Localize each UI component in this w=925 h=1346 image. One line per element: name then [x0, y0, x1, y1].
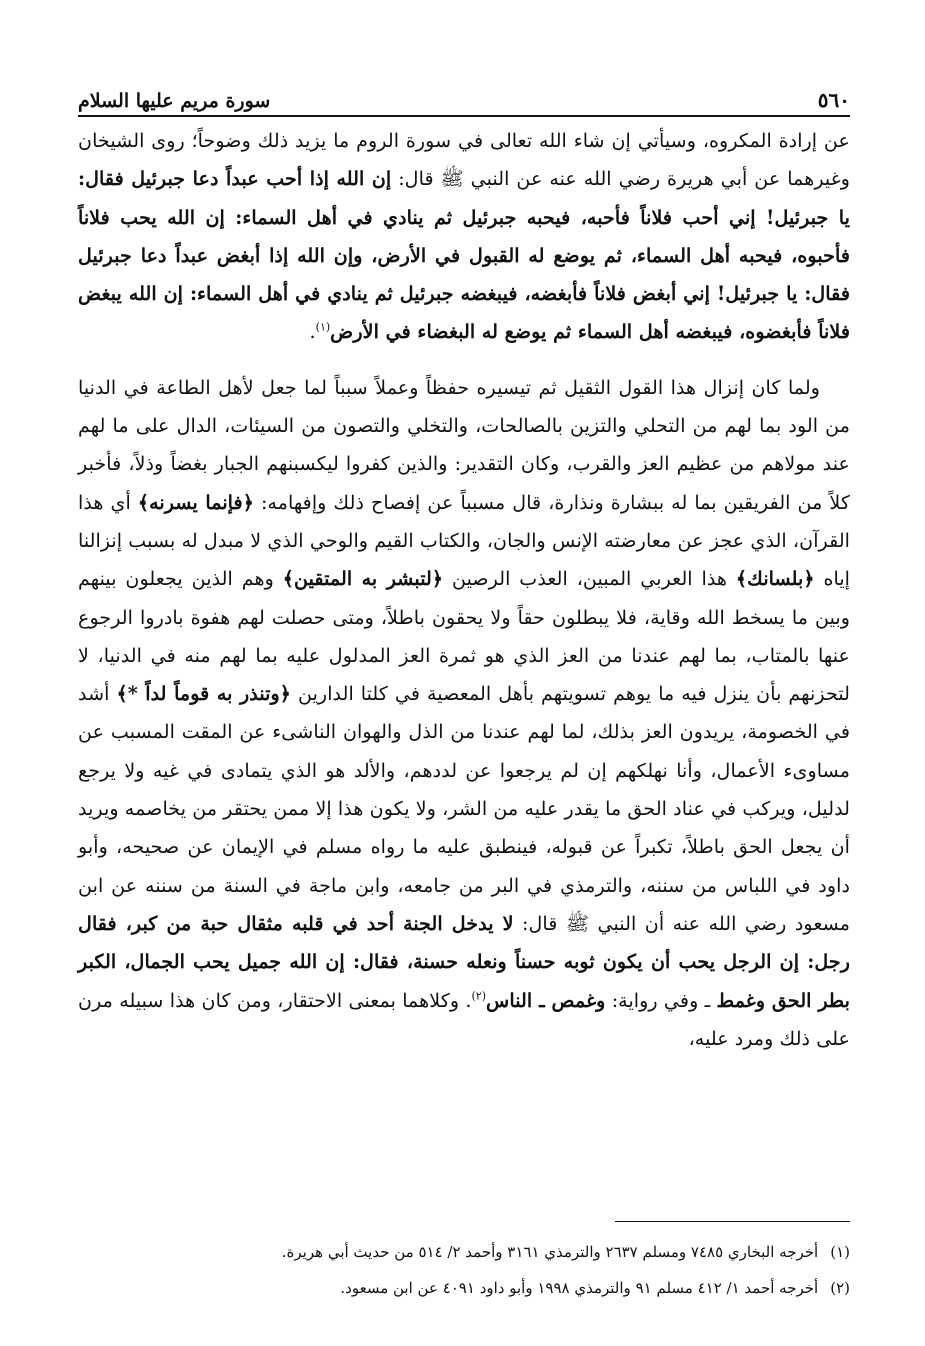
footnote-2 [78, 1270, 850, 1306]
text-run: ـ وفي رواية: [605, 988, 717, 1012]
text-run: أشد في الخصومة، يريدون العز بذلك، لما لهم عندنا من الذل والهوان الناشىء عن المقت المسبب عن مساوىء الأعمال، وأنا نهلكهم إن لم يرجعوا عن لددهم، والألد هو الذي يتمادى في غيه ولا يرجع لدليل، ويركب في عناد الحق ما يقدر عليه من الشر، ولا يكون هذا إلا ممن يحتقر من يخاصمه ويريد أن يجعل الحق باطلاً، تكبراً عن قبوله، فينطبق عليه ما رواه مسلم في الإيمان عن صحيحه، وأبو داود في اللباس من سننه، والترمذي في البر من جامعه، وابن ماجة في السنة من سننه عن ابن مسعود رضي الله عنه أن النبي ﷺ قال: [78, 682, 850, 935]
text-run: وهم الذين يجعلون بينهم وبين ما يسخط الله وقاية، فلا يبطلون حقاً ولا يحقون باطلاً، ومتى حصلت لهم هفوة بادروا الرجوع عنها بالمتاب، بما لهم عندنا من العز الذي هو ثمرة العز المدلول عليه بما لهم منه في الدنيا، لا لتحزنهم بأن ينزل فيه ما يوهم تسويتهم بأهل المعصية في كلتا الدارين [78, 567, 850, 706]
footnote-1 [78, 1234, 850, 1270]
footnote-text: أخرجه البخاري ٧٤٨٥ ومسلم ٢٦٣٧ والترمذي ٣١٦١ وأحمد ٢/ ٥١٤ من حديث أبي هريرة. [281, 1243, 819, 1261]
text-run: هذا العربي المبين، العذب الرصين [443, 567, 736, 591]
page-number: ٥٦٠ [817, 88, 850, 112]
main-text [78, 122, 850, 1058]
header-rule [78, 115, 850, 117]
quran-quote: ﴿وتنذر به قوماً لداً *﴾ [116, 682, 292, 706]
footnote-marker-1[interactable]: (١) [315, 321, 331, 335]
footnote-number: (١) [830, 1243, 850, 1261]
quran-quote: ﴿بلسانك﴾ [735, 567, 815, 591]
footnotes [78, 1234, 850, 1306]
text-run: ولما كان إنزال هذا القول الثقيل ثم تيسيره حفظاً وعملاً سبباً لما جعل لأهل الطاعة في الدنيا من الود بما لهم من التحلي والتزين بالصالحات، والتخلي والتصون من السيئات، الدال على ما لهم عند مولاهم من عظيم العز والقرب، وكان التقدير: والذين كفروا ليكسبنهم الجبار بغضاً وذلاً، فأخبر كلاً من الفريقين بما له ببشارة ونذارة، قال مسبباً عن إفصاح ذلك وإفهامه: [78, 375, 850, 514]
paragraph-1 [78, 122, 850, 352]
paragraph-2 [78, 369, 850, 1058]
quran-quote: ﴿فإنما يسرنه﴾ [137, 490, 254, 514]
surah-title: سورة مريم عليها السلام [78, 90, 271, 112]
text-run: . وكلاهما بمعنى الاحتقار، ومن كان هذا سبيله مرن على ذلك ومرد عليه، [78, 988, 850, 1050]
text-run: . [309, 320, 316, 344]
hadith-bold-text: لا يدخل الجنة أحد في قلبه مثقال حبة من كبر، فقال رجل: إن الرجل يحب أن يكون ثوبه حسناً ونعله حسنة، فقال: إن الله جميل يحب الجمال، الكبر بطر الحق وغمط [78, 911, 851, 1012]
footnote-number: (٢) [830, 1279, 850, 1297]
hadith-bold-text: إن الله إذا أحب عبداً دعا جبرئيل فقال: يا جبرئيل! إني أحب فلاناً فأحبه، فيحبه جبرئيل ثم ينادي في أهل السماء: إن الله يحب فلاناً فأحبوه، فيحبه أهل السماء، ثم يوضع له القبول في الأرض، وإن الله إذا أبغض عبداً دعا جبرئيل فقال: يا جبرئيل! إني أبغض فلاناً فأبغضه، فيبغضه جبرئيل ثم ينادي في أهل السماء: إن الله يبغض فلاناً فأبغضوه، فيبغضه أهل السماء ثم يوضع له البغضاء في الأرض [78, 167, 850, 344]
text-run: عن إرادة المكروه، وسيأتي إن شاء الله تعالى في سورة الروم ما يزيد ذلك وضوحاً؛ روى الشيخان وغيرهما عن أبي هريرة رضي الله عنه عن النبي ﷺ قال: [78, 129, 851, 191]
page-header [78, 78, 850, 112]
quran-quote: ﴿لتبشر به المتقين﴾ [282, 567, 444, 591]
footnote-text: أخرجه أحمد ١/ ٤١٢ مسلم ٩١ والترمذي ١٩٩٨ وأبو داود ٤٠٩١ عن ابن مسعود. [340, 1279, 819, 1297]
footnote-separator [615, 1221, 850, 1222]
text-run: أي هذا القرآن، الذي عجز عن معارضته الإنس والجان، والكتاب القيم والوحي الذي لا مبدل له بسبب إنزالنا إياه [78, 490, 851, 591]
hadith-bold-text: وغمص ـ الناس [486, 988, 606, 1012]
footnote-marker-2[interactable]: (٢) [471, 989, 486, 1003]
